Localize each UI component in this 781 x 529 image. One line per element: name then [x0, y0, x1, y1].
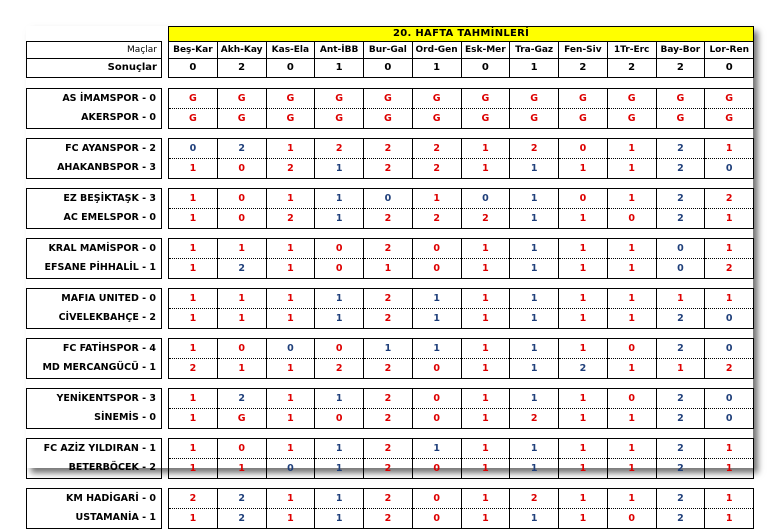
prediction-cell: 2 [412, 159, 461, 179]
prediction-cell: G [315, 109, 364, 129]
prediction-cell: 1 [315, 289, 364, 309]
prediction-cell: 2 [656, 389, 705, 409]
prediction-cell: 1 [510, 459, 559, 479]
prediction-cell: 1 [461, 389, 510, 409]
prediction-cell: G [510, 109, 559, 129]
prediction-cell: 1 [510, 209, 559, 229]
prediction-cell: 1 [461, 259, 510, 279]
prediction-cell: 0 [315, 409, 364, 429]
prediction-cell: G [705, 89, 754, 109]
prediction-cell: 0 [705, 409, 754, 429]
prediction-cell: 1 [705, 509, 754, 529]
prediction-cell: G [461, 109, 510, 129]
away-player-row [27, 459, 754, 479]
spacer-row [27, 179, 754, 189]
prediction-cell: G [169, 89, 218, 109]
prediction-cell: G [217, 409, 266, 429]
prediction-cell: 0 [217, 189, 266, 209]
spacer-row [27, 329, 754, 339]
prediction-cell: 2 [510, 489, 559, 509]
player-name: KM HADİGARİ - 0 [27, 489, 162, 509]
prediction-cell: 1 [412, 339, 461, 359]
prediction-cell: 1 [461, 239, 510, 259]
home-player-row [27, 339, 754, 359]
player-name: FC AYANSPOR - 2 [27, 139, 162, 159]
prediction-cell: 2 [217, 139, 266, 159]
prediction-cell: 1 [169, 459, 218, 479]
prediction-cell: 2 [169, 359, 218, 379]
prediction-cell: 1 [607, 409, 656, 429]
prediction-cell: 1 [169, 439, 218, 459]
away-player-row [27, 359, 754, 379]
prediction-cell: 0 [315, 239, 364, 259]
prediction-cell: 1 [217, 309, 266, 329]
prediction-cell: 0 [412, 509, 461, 529]
prediction-cell: 2 [656, 459, 705, 479]
prediction-cell: 1 [315, 439, 364, 459]
prediction-cell: 1 [364, 259, 413, 279]
prediction-cell: 1 [217, 239, 266, 259]
prediction-cell: 2 [656, 409, 705, 429]
prediction-cell: 0 [266, 339, 315, 359]
prediction-cell: 1 [169, 309, 218, 329]
prediction-cell: 1 [266, 239, 315, 259]
prediction-cell: 0 [315, 259, 364, 279]
player-name: CİVELEKBAHÇE - 2 [27, 309, 162, 329]
prediction-cell: 1 [510, 339, 559, 359]
prediction-cell: 1 [559, 239, 608, 259]
prediction-cell: 1 [559, 389, 608, 409]
prediction-cell: 0 [705, 339, 754, 359]
player-name: KRAL MAMİSPOR - 0 [27, 239, 162, 259]
prediction-cell: 1 [559, 489, 608, 509]
prediction-cell: 0 [656, 259, 705, 279]
player-name: AS İMAMSPOR - 0 [27, 89, 162, 109]
prediction-cell: 1 [461, 459, 510, 479]
prediction-cell: 1 [315, 389, 364, 409]
prediction-cell: 2 [461, 209, 510, 229]
result-cell: 1 [412, 59, 461, 78]
prediction-cell: G [364, 109, 413, 129]
prediction-cell: 1 [510, 439, 559, 459]
match-header-cell: Fen-Siv [559, 42, 608, 59]
match-header-row [27, 42, 754, 59]
prediction-cell: G [315, 89, 364, 109]
spacer-row [27, 429, 754, 439]
match-header-cell: Ant-İBB [315, 42, 364, 59]
home-player-row [27, 489, 754, 509]
prediction-cell: 2 [510, 409, 559, 429]
prediction-cell: G [461, 89, 510, 109]
away-player-row [27, 309, 754, 329]
prediction-cell: 1 [412, 439, 461, 459]
match-header-cell: Bur-Gal [364, 42, 413, 59]
prediction-cell: 2 [364, 209, 413, 229]
prediction-cell: 1 [315, 509, 364, 529]
prediction-cell: 1 [266, 289, 315, 309]
prediction-cell: 0 [169, 139, 218, 159]
prediction-cell: 1 [607, 289, 656, 309]
prediction-cell: G [412, 89, 461, 109]
prediction-cell: 1 [461, 289, 510, 309]
home-player-row [27, 289, 754, 309]
prediction-cell: 0 [607, 339, 656, 359]
prediction-cell: 2 [364, 289, 413, 309]
prediction-cell: G [510, 89, 559, 109]
prediction-cell: G [217, 89, 266, 109]
home-player-row [27, 439, 754, 459]
sheet-title: 20. HAFTA TAHMİNLERİ [169, 27, 754, 42]
prediction-cell: 1 [364, 339, 413, 359]
match-header-cell: Lor-Ren [705, 42, 754, 59]
match-header-cell: 1Tr-Erc [607, 42, 656, 59]
prediction-cell: 2 [364, 459, 413, 479]
prediction-cell: 0 [412, 459, 461, 479]
player-name: AHAKANBSPOR - 3 [27, 159, 162, 179]
player-name: BETERBÖCEK - 2 [27, 459, 162, 479]
away-player-row [27, 509, 754, 529]
prediction-cell: 1 [266, 139, 315, 159]
prediction-cell: 0 [412, 259, 461, 279]
prediction-cell: 0 [412, 389, 461, 409]
prediction-cell: 2 [217, 389, 266, 409]
away-player-row [27, 109, 754, 129]
prediction-cell: 1 [217, 289, 266, 309]
prediction-cell: 1 [315, 459, 364, 479]
prediction-cell: 2 [217, 259, 266, 279]
prediction-cell: 0 [705, 389, 754, 409]
prediction-cell: 2 [656, 159, 705, 179]
result-cell: 2 [607, 59, 656, 78]
player-name: FC FATİHSPOR - 4 [27, 339, 162, 359]
player-name: EZ BEŞİKTAŞK - 3 [27, 189, 162, 209]
prediction-cell: 1 [656, 359, 705, 379]
prediction-cell: G [559, 109, 608, 129]
prediction-cell: 1 [461, 509, 510, 529]
prediction-cell: 1 [607, 239, 656, 259]
prediction-cell: 2 [266, 209, 315, 229]
prediction-cell: 2 [364, 509, 413, 529]
prediction-cell: 1 [315, 189, 364, 209]
prediction-cell: 2 [169, 489, 218, 509]
prediction-cell: G [364, 89, 413, 109]
prediction-cell: 2 [364, 409, 413, 429]
prediction-cell: 1 [461, 409, 510, 429]
prediction-cell: 1 [266, 259, 315, 279]
prediction-cell: 0 [217, 439, 266, 459]
prediction-cell: 2 [315, 359, 364, 379]
prediction-cell: 0 [607, 509, 656, 529]
prediction-cell: 2 [705, 189, 754, 209]
prediction-cell: 1 [607, 359, 656, 379]
prediction-cell: 0 [412, 239, 461, 259]
away-player-row [27, 409, 754, 429]
prediction-cell: 1 [412, 289, 461, 309]
prediction-cell: 1 [705, 239, 754, 259]
match-header-cell: Esk-Mer [461, 42, 510, 59]
prediction-cell: 1 [607, 309, 656, 329]
player-name: SİNEMİS - 0 [27, 409, 162, 429]
prediction-cell: 1 [217, 459, 266, 479]
prediction-cell: 1 [461, 489, 510, 509]
player-name: USTAMANİA - 1 [27, 509, 162, 529]
player-name: AKERSPOR - 0 [27, 109, 162, 129]
spacer-row [27, 379, 754, 389]
home-player-row [27, 189, 754, 209]
prediction-cell: 2 [656, 509, 705, 529]
predictions-table [26, 26, 754, 529]
player-name: FC AZİZ YILDIRAN - 1 [27, 439, 162, 459]
home-player-row [27, 239, 754, 259]
prediction-cell: 1 [461, 339, 510, 359]
result-cell: 2 [559, 59, 608, 78]
player-name: AC EMELSPOR - 0 [27, 209, 162, 229]
player-name: MAFIA UNITED - 0 [27, 289, 162, 309]
prediction-cell: 1 [461, 359, 510, 379]
prediction-cell: 1 [559, 509, 608, 529]
home-player-row [27, 389, 754, 409]
prediction-cell: 1 [559, 309, 608, 329]
prediction-cell: 1 [169, 189, 218, 209]
prediction-cell: 1 [461, 139, 510, 159]
matches-label: Maçlar [27, 42, 162, 59]
prediction-cell: G [607, 109, 656, 129]
prediction-cell: 1 [315, 309, 364, 329]
prediction-cell: 1 [559, 289, 608, 309]
prediction-cell: 1 [266, 439, 315, 459]
prediction-cell: 1 [169, 159, 218, 179]
prediction-cell: 1 [169, 409, 218, 429]
prediction-cell: 1 [266, 309, 315, 329]
prediction-cell: 2 [364, 139, 413, 159]
prediction-cell: G [656, 89, 705, 109]
prediction-cell: 1 [315, 209, 364, 229]
prediction-cell: 1 [607, 459, 656, 479]
prediction-cell: 1 [705, 139, 754, 159]
spacer-row [27, 129, 754, 139]
prediction-cell: 0 [607, 389, 656, 409]
result-cell: 2 [656, 59, 705, 78]
prediction-cell: G [169, 109, 218, 129]
away-player-row [27, 159, 754, 179]
match-header-cell: Akh-Kay [217, 42, 266, 59]
prediction-cell: G [412, 109, 461, 129]
prediction-cell: 1 [169, 239, 218, 259]
prediction-cell: 0 [266, 459, 315, 479]
prediction-cell: G [266, 109, 315, 129]
prediction-cell: G [705, 109, 754, 129]
player-name: YENİKENTSPOR - 3 [27, 389, 162, 409]
prediction-cell: 0 [412, 489, 461, 509]
prediction-cell: 2 [656, 339, 705, 359]
prediction-cell: 0 [217, 339, 266, 359]
prediction-cell: 0 [315, 339, 364, 359]
match-header-cell: Kas-Ela [266, 42, 315, 59]
prediction-cell: 2 [656, 439, 705, 459]
prediction-cell: 1 [607, 139, 656, 159]
prediction-cell: G [217, 109, 266, 129]
prediction-cell: 1 [169, 259, 218, 279]
prediction-cell: 2 [364, 389, 413, 409]
prediction-cell: 1 [607, 489, 656, 509]
prediction-cell: 1 [169, 389, 218, 409]
prediction-cell: 2 [364, 159, 413, 179]
prediction-cell: 1 [412, 309, 461, 329]
prediction-cell: 2 [656, 309, 705, 329]
spacer-row [27, 229, 754, 239]
spacer-row [27, 78, 754, 89]
prediction-cell: 2 [364, 489, 413, 509]
prediction-cell: 1 [705, 439, 754, 459]
spacer-row [27, 479, 754, 489]
player-name: MD MERCANGÜCÜ - 1 [27, 359, 162, 379]
player-name: EFSANE PİHHALİL - 1 [27, 259, 162, 279]
match-header-cell: Beş-Kar [169, 42, 218, 59]
prediction-cell: 1 [705, 489, 754, 509]
prediction-cell: G [559, 89, 608, 109]
prediction-cell: 1 [266, 389, 315, 409]
home-player-row [27, 89, 754, 109]
prediction-cell: 1 [169, 209, 218, 229]
prediction-cell: 2 [656, 139, 705, 159]
prediction-cell: 1 [510, 159, 559, 179]
prediction-cell: 0 [705, 159, 754, 179]
prediction-cell: 0 [705, 309, 754, 329]
prediction-cell: 1 [169, 339, 218, 359]
prediction-cell: 2 [412, 139, 461, 159]
prediction-cell: 2 [364, 309, 413, 329]
prediction-cell: 2 [217, 509, 266, 529]
result-cell: 0 [266, 59, 315, 78]
prediction-cell: 0 [217, 209, 266, 229]
result-cell: 0 [169, 59, 218, 78]
prediction-cell: 1 [510, 289, 559, 309]
prediction-cell: 1 [461, 439, 510, 459]
prediction-cell: 0 [364, 189, 413, 209]
prediction-cell: 2 [364, 359, 413, 379]
prediction-cell: 1 [266, 189, 315, 209]
predictions-sheet [26, 26, 753, 524]
prediction-cell: 2 [217, 489, 266, 509]
prediction-cell: 1 [607, 189, 656, 209]
prediction-cell: 2 [364, 439, 413, 459]
prediction-cell: 2 [559, 359, 608, 379]
prediction-cell: 0 [607, 209, 656, 229]
match-header-cell: Ord-Gen [412, 42, 461, 59]
prediction-cell: 2 [315, 139, 364, 159]
away-player-row [27, 259, 754, 279]
prediction-cell: 1 [510, 509, 559, 529]
prediction-cell: 1 [607, 259, 656, 279]
title-row [27, 27, 754, 42]
prediction-cell: 1 [315, 489, 364, 509]
prediction-cell: 1 [412, 189, 461, 209]
prediction-cell: 2 [656, 489, 705, 509]
prediction-cell: 0 [412, 409, 461, 429]
prediction-cell: G [607, 89, 656, 109]
prediction-cell: 1 [461, 309, 510, 329]
prediction-cell: 1 [510, 259, 559, 279]
prediction-cell: 1 [510, 309, 559, 329]
prediction-cell: 2 [705, 359, 754, 379]
prediction-cell: 1 [266, 489, 315, 509]
prediction-cell: 1 [169, 509, 218, 529]
result-cell: 0 [705, 59, 754, 78]
prediction-cell: 1 [607, 159, 656, 179]
prediction-cell: 1 [510, 189, 559, 209]
result-cell: 0 [364, 59, 413, 78]
prediction-cell: 1 [705, 459, 754, 479]
prediction-cell: 1 [510, 389, 559, 409]
prediction-cell: 1 [559, 159, 608, 179]
prediction-cell: 2 [412, 209, 461, 229]
prediction-cell: 2 [705, 259, 754, 279]
prediction-cell: 0 [559, 189, 608, 209]
prediction-cell: 1 [169, 289, 218, 309]
prediction-cell: G [266, 89, 315, 109]
prediction-cell: 1 [510, 359, 559, 379]
prediction-cell: 1 [559, 409, 608, 429]
prediction-cell: 1 [559, 439, 608, 459]
prediction-cell: 1 [559, 209, 608, 229]
prediction-cell: 0 [656, 239, 705, 259]
prediction-cell: 1 [461, 159, 510, 179]
prediction-cell: 1 [559, 259, 608, 279]
results-row [27, 59, 754, 78]
prediction-cell: 1 [559, 459, 608, 479]
prediction-cell: 1 [559, 339, 608, 359]
prediction-cell: 0 [217, 159, 266, 179]
prediction-cell: 2 [364, 239, 413, 259]
prediction-cell: 1 [266, 359, 315, 379]
result-cell: 1 [315, 59, 364, 78]
prediction-cell: 0 [559, 139, 608, 159]
results-label: Sonuçlar [27, 59, 162, 78]
prediction-cell: 1 [266, 409, 315, 429]
prediction-cell: 1 [217, 359, 266, 379]
spacer-row [27, 279, 754, 289]
prediction-cell: G [656, 109, 705, 129]
prediction-cell: 2 [266, 159, 315, 179]
match-header-cell: Tra-Gaz [510, 42, 559, 59]
prediction-cell: 2 [656, 209, 705, 229]
prediction-cell: 1 [266, 509, 315, 529]
home-player-row [27, 139, 754, 159]
result-cell: 0 [461, 59, 510, 78]
prediction-cell: 1 [510, 239, 559, 259]
prediction-cell: 1 [656, 289, 705, 309]
prediction-cell: 2 [656, 189, 705, 209]
result-cell: 1 [510, 59, 559, 78]
prediction-cell: 1 [705, 289, 754, 309]
prediction-cell: 2 [510, 139, 559, 159]
prediction-cell: 1 [315, 159, 364, 179]
result-cell: 2 [217, 59, 266, 78]
away-player-row [27, 209, 754, 229]
prediction-cell: 1 [705, 209, 754, 229]
match-header-cell: Bay-Bor [656, 42, 705, 59]
prediction-cell: 0 [412, 359, 461, 379]
prediction-cell: 1 [607, 439, 656, 459]
prediction-cell: 0 [461, 189, 510, 209]
